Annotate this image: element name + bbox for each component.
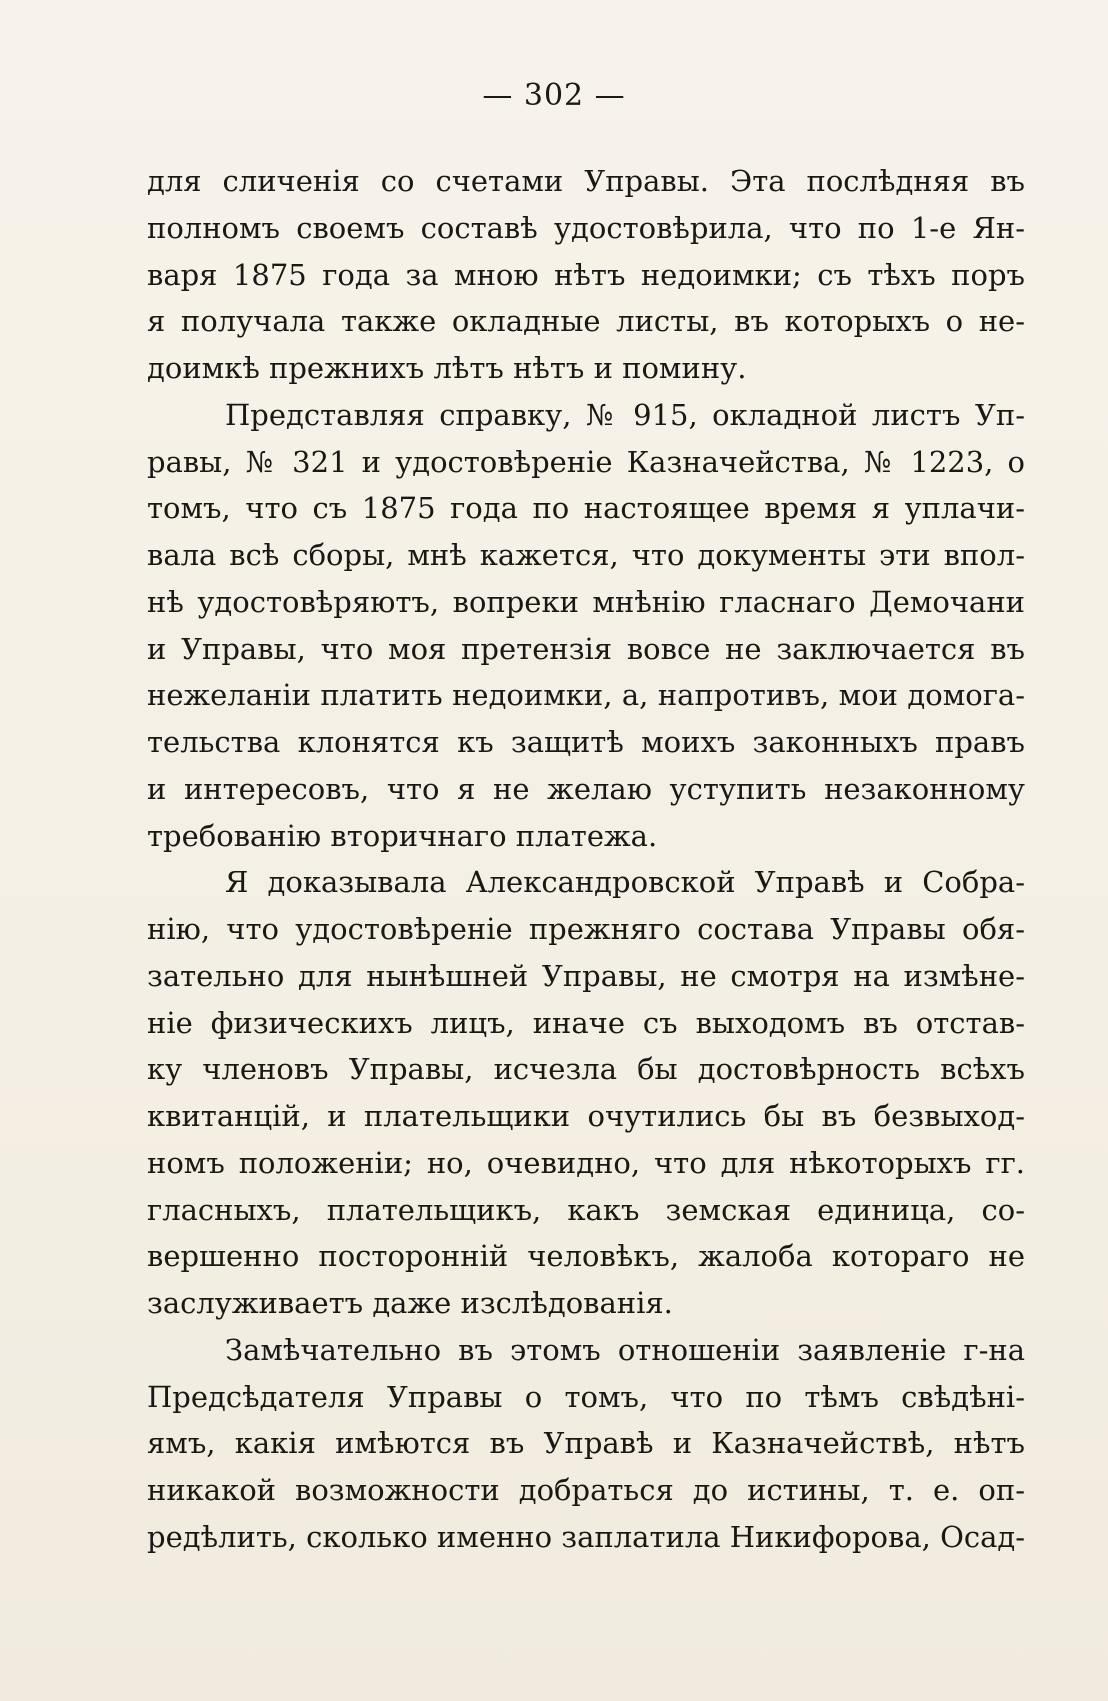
text-line: редѣлить, сколько именно заплатила Никифорова, Осад- <box>147 1519 1025 1554</box>
text-line: вала всѣ сборы, мнѣ кажется, что документы эти впол- <box>147 538 1025 572</box>
text-line: и Управы, что моя претензія вовсе не заключается въ <box>147 631 1025 666</box>
text-line: полномъ своемъ составѣ удостовѣрила, что по 1-е Ян- <box>147 210 1025 245</box>
text-line: ямъ, какія имѣются въ Управѣ и Казначействѣ, нѣтъ <box>147 1426 1025 1461</box>
text-line: квитанцій, и плательщики очутились бы въ безвыход- <box>147 1099 1025 1133</box>
text-line: нежеланіи платить недоимки, а, напротивъ, мои домога- <box>147 678 1025 713</box>
text-line: Я доказывала Александровской Управѣ и Собра- <box>225 865 1025 900</box>
text-line: варя 1875 года за мною нѣтъ недоимки; съ тѣхъ поръ <box>147 257 1025 292</box>
text-line: гласныхъ, плательщикъ, какъ земская единица, со- <box>147 1192 1025 1227</box>
text-line: зательно для нынѣшней Управы, не смотря на измѣне- <box>147 958 1025 993</box>
text-line: равы, № 321 и удостовѣреніе Казначейства, № 1223, о <box>147 444 1025 479</box>
text-line: вершенно посторонній человѣкъ, жалоба котораго не <box>147 1239 1025 1274</box>
text-line: нѣ удостовѣряютъ, вопреки мнѣнію гласнаго Демочани <box>147 584 1025 619</box>
text-line: томъ, что съ 1875 года по настоящее время я уплачи- <box>147 491 1025 526</box>
text-line: требованію вторичнаго платежа. <box>147 818 658 853</box>
text-line: ніе физическихъ лицъ, иначе съ выходомъ въ отстав- <box>147 1005 1025 1040</box>
text-line: Представляя справку, № 915, окладной листъ Уп- <box>225 397 1025 432</box>
text-line: я получала также окладные листы, въ которыхъ о не- <box>147 304 1025 339</box>
text-line: для сличенія со счетами Управы. Эта послѣдняя въ <box>147 164 1025 198</box>
text-line: номъ положеніи; но, очевидно, что для нѣкоторыхъ гг. <box>147 1145 1025 1180</box>
body-text <box>147 158 1025 1561</box>
text-line: заслуживаетъ даже изслѣдованія. <box>147 1286 673 1320</box>
text-line: никакой возможности добраться до истины, т. е. оп- <box>147 1473 1025 1507</box>
text-line: тельства клонятся къ защитѣ моихъ законныхъ правъ <box>147 725 1025 759</box>
text-line: доимкѣ прежнихъ лѣтъ нѣтъ и помину. <box>147 351 747 385</box>
text-line: ку членовъ Управы, исчезла бы достовѣрность всѣхъ <box>147 1052 1025 1087</box>
text-line: и интересовъ, что я не желаю уступить незаконному <box>147 771 1025 806</box>
text-line: Замѣчательно въ этомъ отношеніи заявленіе г-на <box>225 1332 1025 1367</box>
text-line: нію, что удостовѣреніе прежняго состава Управы обя- <box>147 912 1025 946</box>
text-line: Предсѣдателя Управы о томъ, что по тѣмъ свѣдѣні- <box>147 1379 1025 1414</box>
page-number: — 302 — <box>482 78 626 113</box>
